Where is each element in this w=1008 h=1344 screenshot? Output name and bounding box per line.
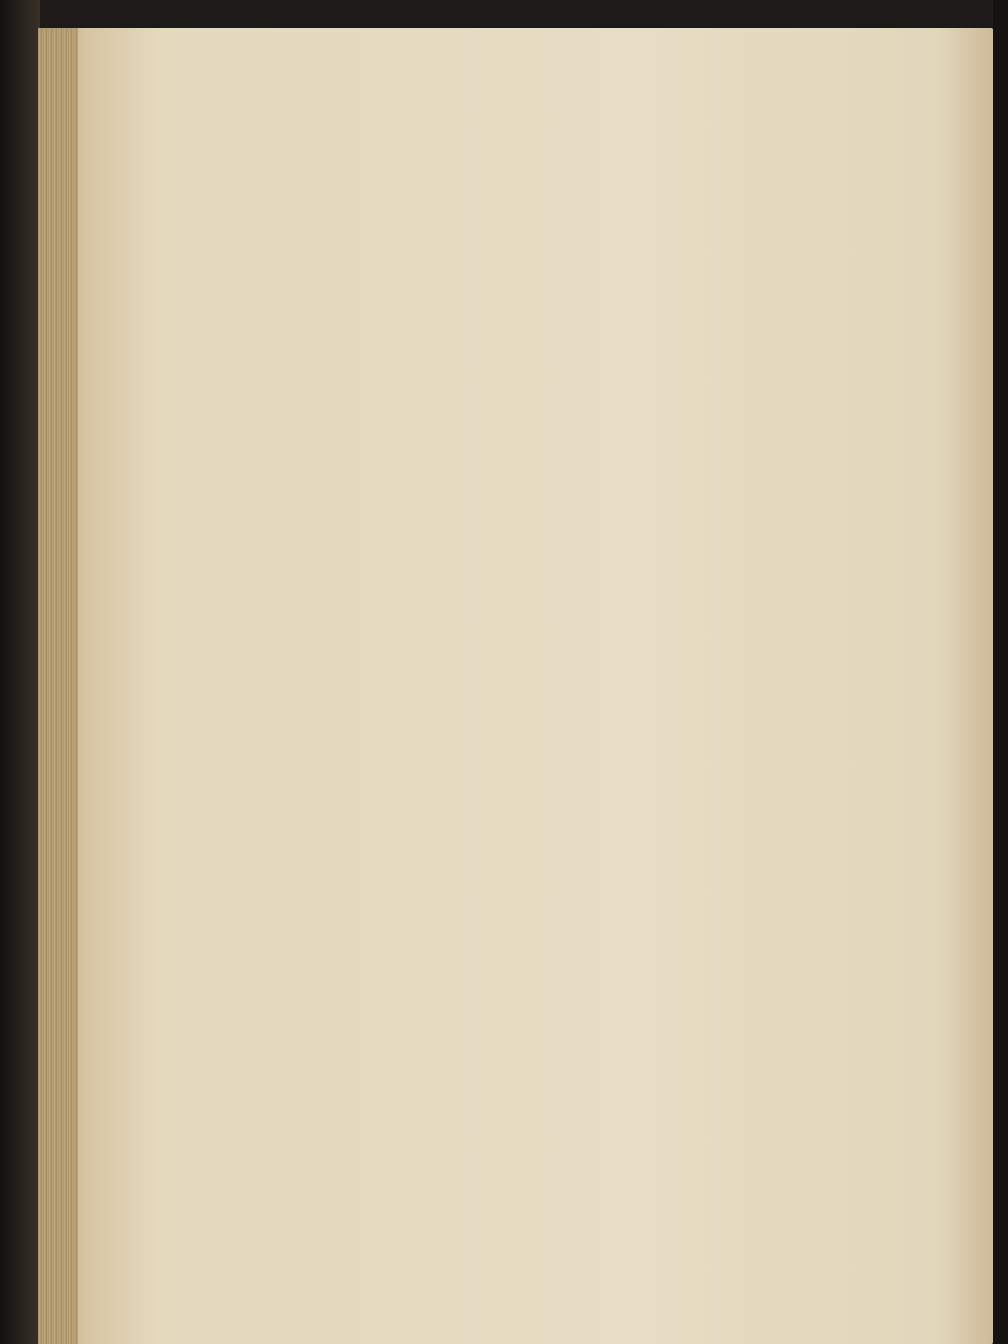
page-edges <box>38 28 78 1344</box>
paper <box>38 28 993 1344</box>
right-shadow <box>993 0 1008 1344</box>
page-shadow <box>0 0 40 1344</box>
